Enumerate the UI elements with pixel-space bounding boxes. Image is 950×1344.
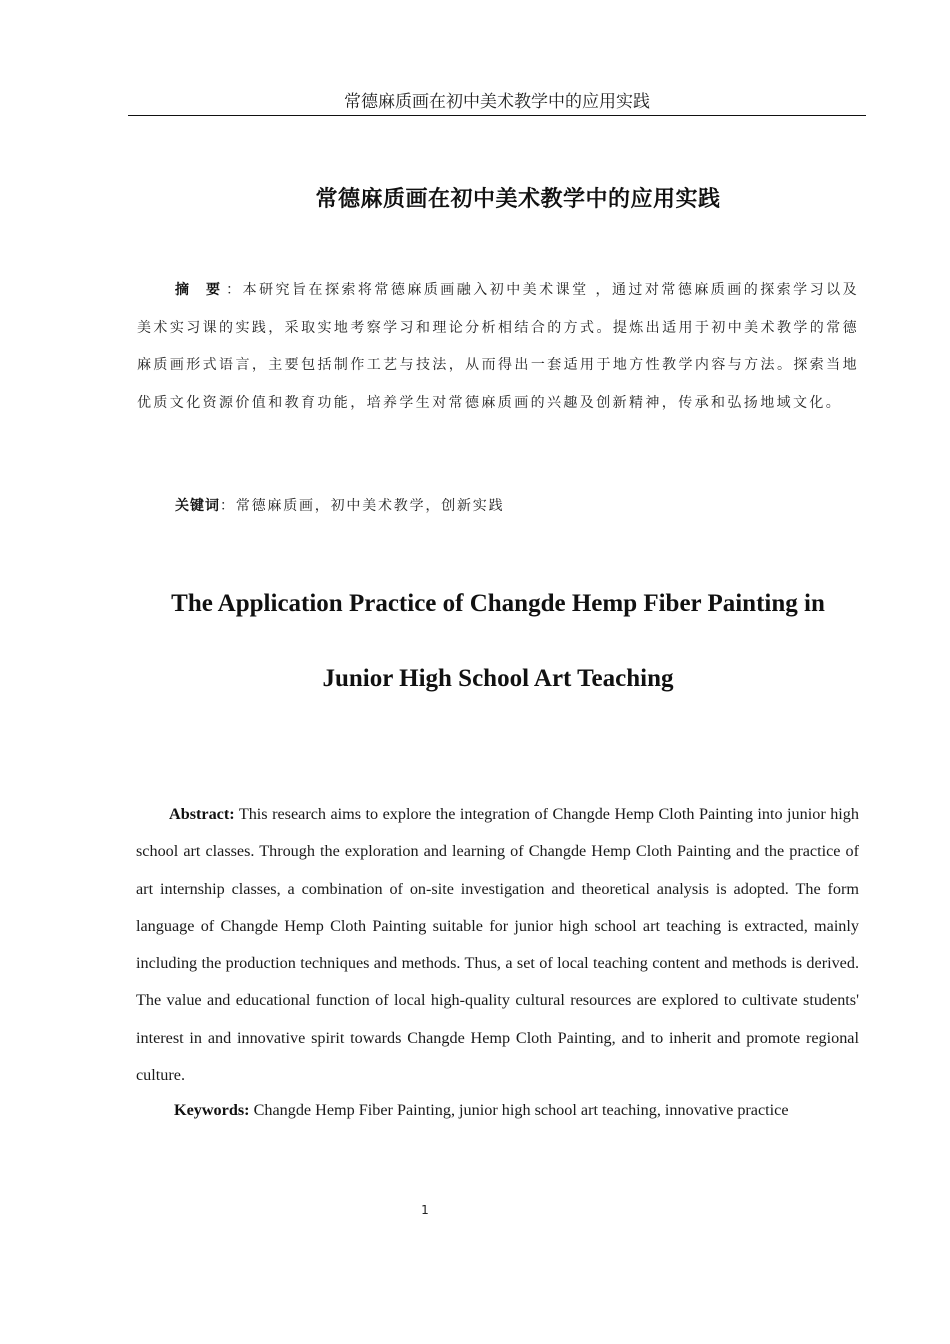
english-abstract-label: Abstract: [169, 805, 235, 823]
chinese-abstract-colon: ： [226, 282, 243, 298]
english-title-line-1: The Application Practice of Changde Hemp Fiber Painting in [171, 590, 825, 617]
chinese-keywords [175, 491, 865, 521]
chinese-abstract-text: 本研究旨在探索将常德麻质画融入初中美术课堂 ，通过对常德麻质画的探索学习以及美术实习课的实践，采取实地考察学习和理论分析相结合的方式。提炼出适用于初中美术教学的常德麻质画形式语言，主要包括制作工艺与技法，从而得出一套适用于地方性教学内容与方法。探索当地优质文化资源价值和教育功能，培养学生对常德麻质画的兴趣及创新精神，传承和弘扬地域文化。 [137, 282, 860, 411]
english-title [130, 566, 866, 716]
chinese-keywords-colon: ： [220, 498, 236, 514]
chinese-keywords-label: 关键词 [175, 498, 220, 514]
english-abstract [136, 796, 859, 1094]
chinese-abstract-label: 摘 要 [175, 282, 227, 298]
english-keywords-label: Keywords: [174, 1101, 250, 1119]
running-header: 常德麻质画在初中美术教学中的应用实践 [344, 92, 650, 112]
chinese-title: 常德麻质画在初中美术教学中的应用实践 [315, 187, 721, 212]
english-keywords-text: Changde Hemp Fiber Painting, junior high school art teaching, innovative practice [253, 1101, 789, 1119]
page-number: 1 [421, 1203, 429, 1217]
english-title-line-2: Junior High School Art Teaching [322, 665, 674, 692]
english-keywords [174, 1097, 864, 1124]
chinese-abstract [137, 272, 859, 422]
header-rule [128, 115, 866, 116]
english-abstract-text: This research aims to explore the integration of Changde Hemp Cloth Painting into junior high school art classes. Through the exploration and learning of Changde Hemp Cloth Painting and the practice of art internship classes, a combination of on-site investigation and theoretical analysis is adopted. The form language of Changde Hemp Cloth Painting suitable for junior high school art teaching is extracted, mainly including the production techniques and methods. Thus, a set of local teaching content and methods is derived. The value and educational function of local high-quality cultural resources are explored to cultivate students' interest in and innovative spirit towards Changde Hemp Cloth Painting, and to inherit and promote regional culture. [136, 805, 859, 1085]
chinese-keywords-text: 常德麻质画，初中美术教学，创新实践 [235, 498, 505, 514]
